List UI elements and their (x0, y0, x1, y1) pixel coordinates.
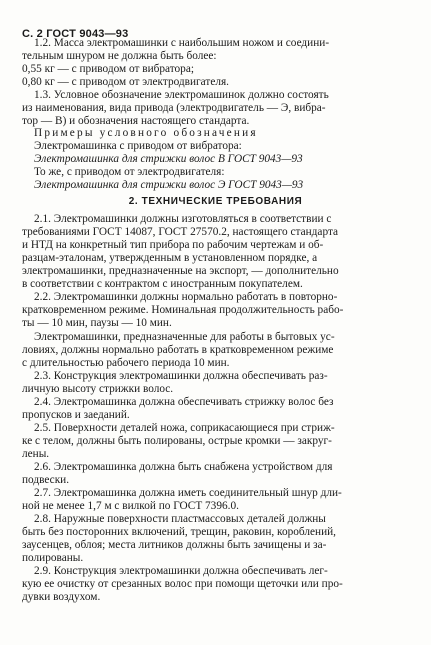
text-line: кую ее очистку от срезанных волос при помощи щеточки или про- (22, 578, 343, 590)
text-line: тор — В) и обозначения настоящего стандарта. (22, 115, 250, 127)
text-line: Электромашинка для стрижки волос В ГОСТ 9043—93 (34, 153, 303, 165)
text-line: из наименования, вида привода (электродвигатель — Э, вибра- (22, 102, 326, 114)
section-title: 2. ТЕХНИЧЕСКИЕ ТРЕБОВАНИЯ (128, 196, 303, 207)
text-line: и НТД на конкретный тип прибора по рабочим чертежам и об- (22, 239, 324, 251)
text-line: ловиях, должны нормально работать в кратковременном режиме (22, 344, 334, 356)
text-line: Электромашинка для стрижки волос Э ГОСТ 9043—93 (34, 179, 304, 191)
text-line: быть без посторонних включений, трещин, раковин, короблений, (22, 526, 336, 538)
text-line: 2.5. Поверхности деталей ножа, соприкасающиеся при стриж- (34, 422, 335, 434)
text-line: ты — 10 мин, паузы — 10 мин. (22, 317, 172, 329)
text-line: 0,80 кг — с приводом от электродвигателя. (22, 76, 230, 88)
text-line: личную высоту стрижки волос. (22, 383, 174, 395)
text-line: 1.3. Условное обозначение электромашинок должно состоять (34, 89, 329, 101)
text-line: 2.1. Электромашинки должны изготовляться в соответствии с (34, 213, 332, 225)
text-line: требованиями ГОСТ 14087, ГОСТ 27570.2, настоящего стандарта (22, 226, 339, 238)
text-line: лены. (22, 448, 50, 460)
text-line: пропусков и заеданий. (22, 409, 130, 421)
text-line: электромашинки, предназначенные на экспорт, — дополнительно (22, 265, 339, 277)
text-line: ной не менее 1,7 м с вилкой по ГОСТ 7396.0. (22, 500, 239, 512)
text-line: Примеры условного обозначения (34, 127, 258, 139)
text-line: 2.7. Электромашинка должна иметь соединительный шнур дли- (34, 487, 342, 499)
text-line: 1.2. Масса электромашинки с наибольшим ножом и соедини- (34, 37, 330, 49)
text-line: ке с телом, должны быть полированы, острые кромки — закруг- (22, 435, 332, 447)
text-line: дувки воздухом. (22, 591, 101, 603)
text-line: 2.4. Электромашинка должна обеспечивать стрижку волос без (34, 396, 334, 408)
text-line: полированы. (22, 552, 84, 564)
text-line: заусенцев, облоя; места литников должны быть зачищены и за- (22, 539, 327, 551)
text-line: То же, с приводом от электродвигателя: (34, 166, 225, 178)
text-line: 2.8. Наружные поверхности пластмассовых деталей должны (34, 513, 326, 525)
text-line: 2.2. Электромашинки должны нормально работать в повторно- (34, 291, 338, 303)
text-line: 2.6. Электромашинка должна быть снабжена устройством для (34, 461, 333, 473)
text-line: 2.3. Конструкция электромашинки должна обеспечивать раз- (34, 370, 328, 382)
text-line: в соответствии с контрактом с иностранным покупателем. (22, 278, 303, 290)
page-header: С. 2 ГОСТ 9043—93 (22, 28, 129, 40)
text-line: тельным шнуром не должна быть более: (22, 50, 217, 62)
text-line: кратковременном режиме. Номинальная продолжительность рабо- (22, 304, 344, 316)
text-line: Электромашинка с приводом от вибратора: (34, 140, 242, 152)
text-line: подвески. (22, 474, 70, 486)
text-line: разцам-эталонам, утвержденным в установленном порядке, а (22, 252, 318, 264)
text-line: с длительностью рабочего периода 10 мин. (22, 357, 230, 369)
text-line: Электромашинки, предназначенные для работы в бытовых ус- (34, 331, 335, 343)
text-line: 2.9. Конструкция электромашинки должна обеспечивать лег- (34, 565, 328, 577)
text-line: 0,55 кг — с приводом от вибратора; (22, 63, 194, 75)
